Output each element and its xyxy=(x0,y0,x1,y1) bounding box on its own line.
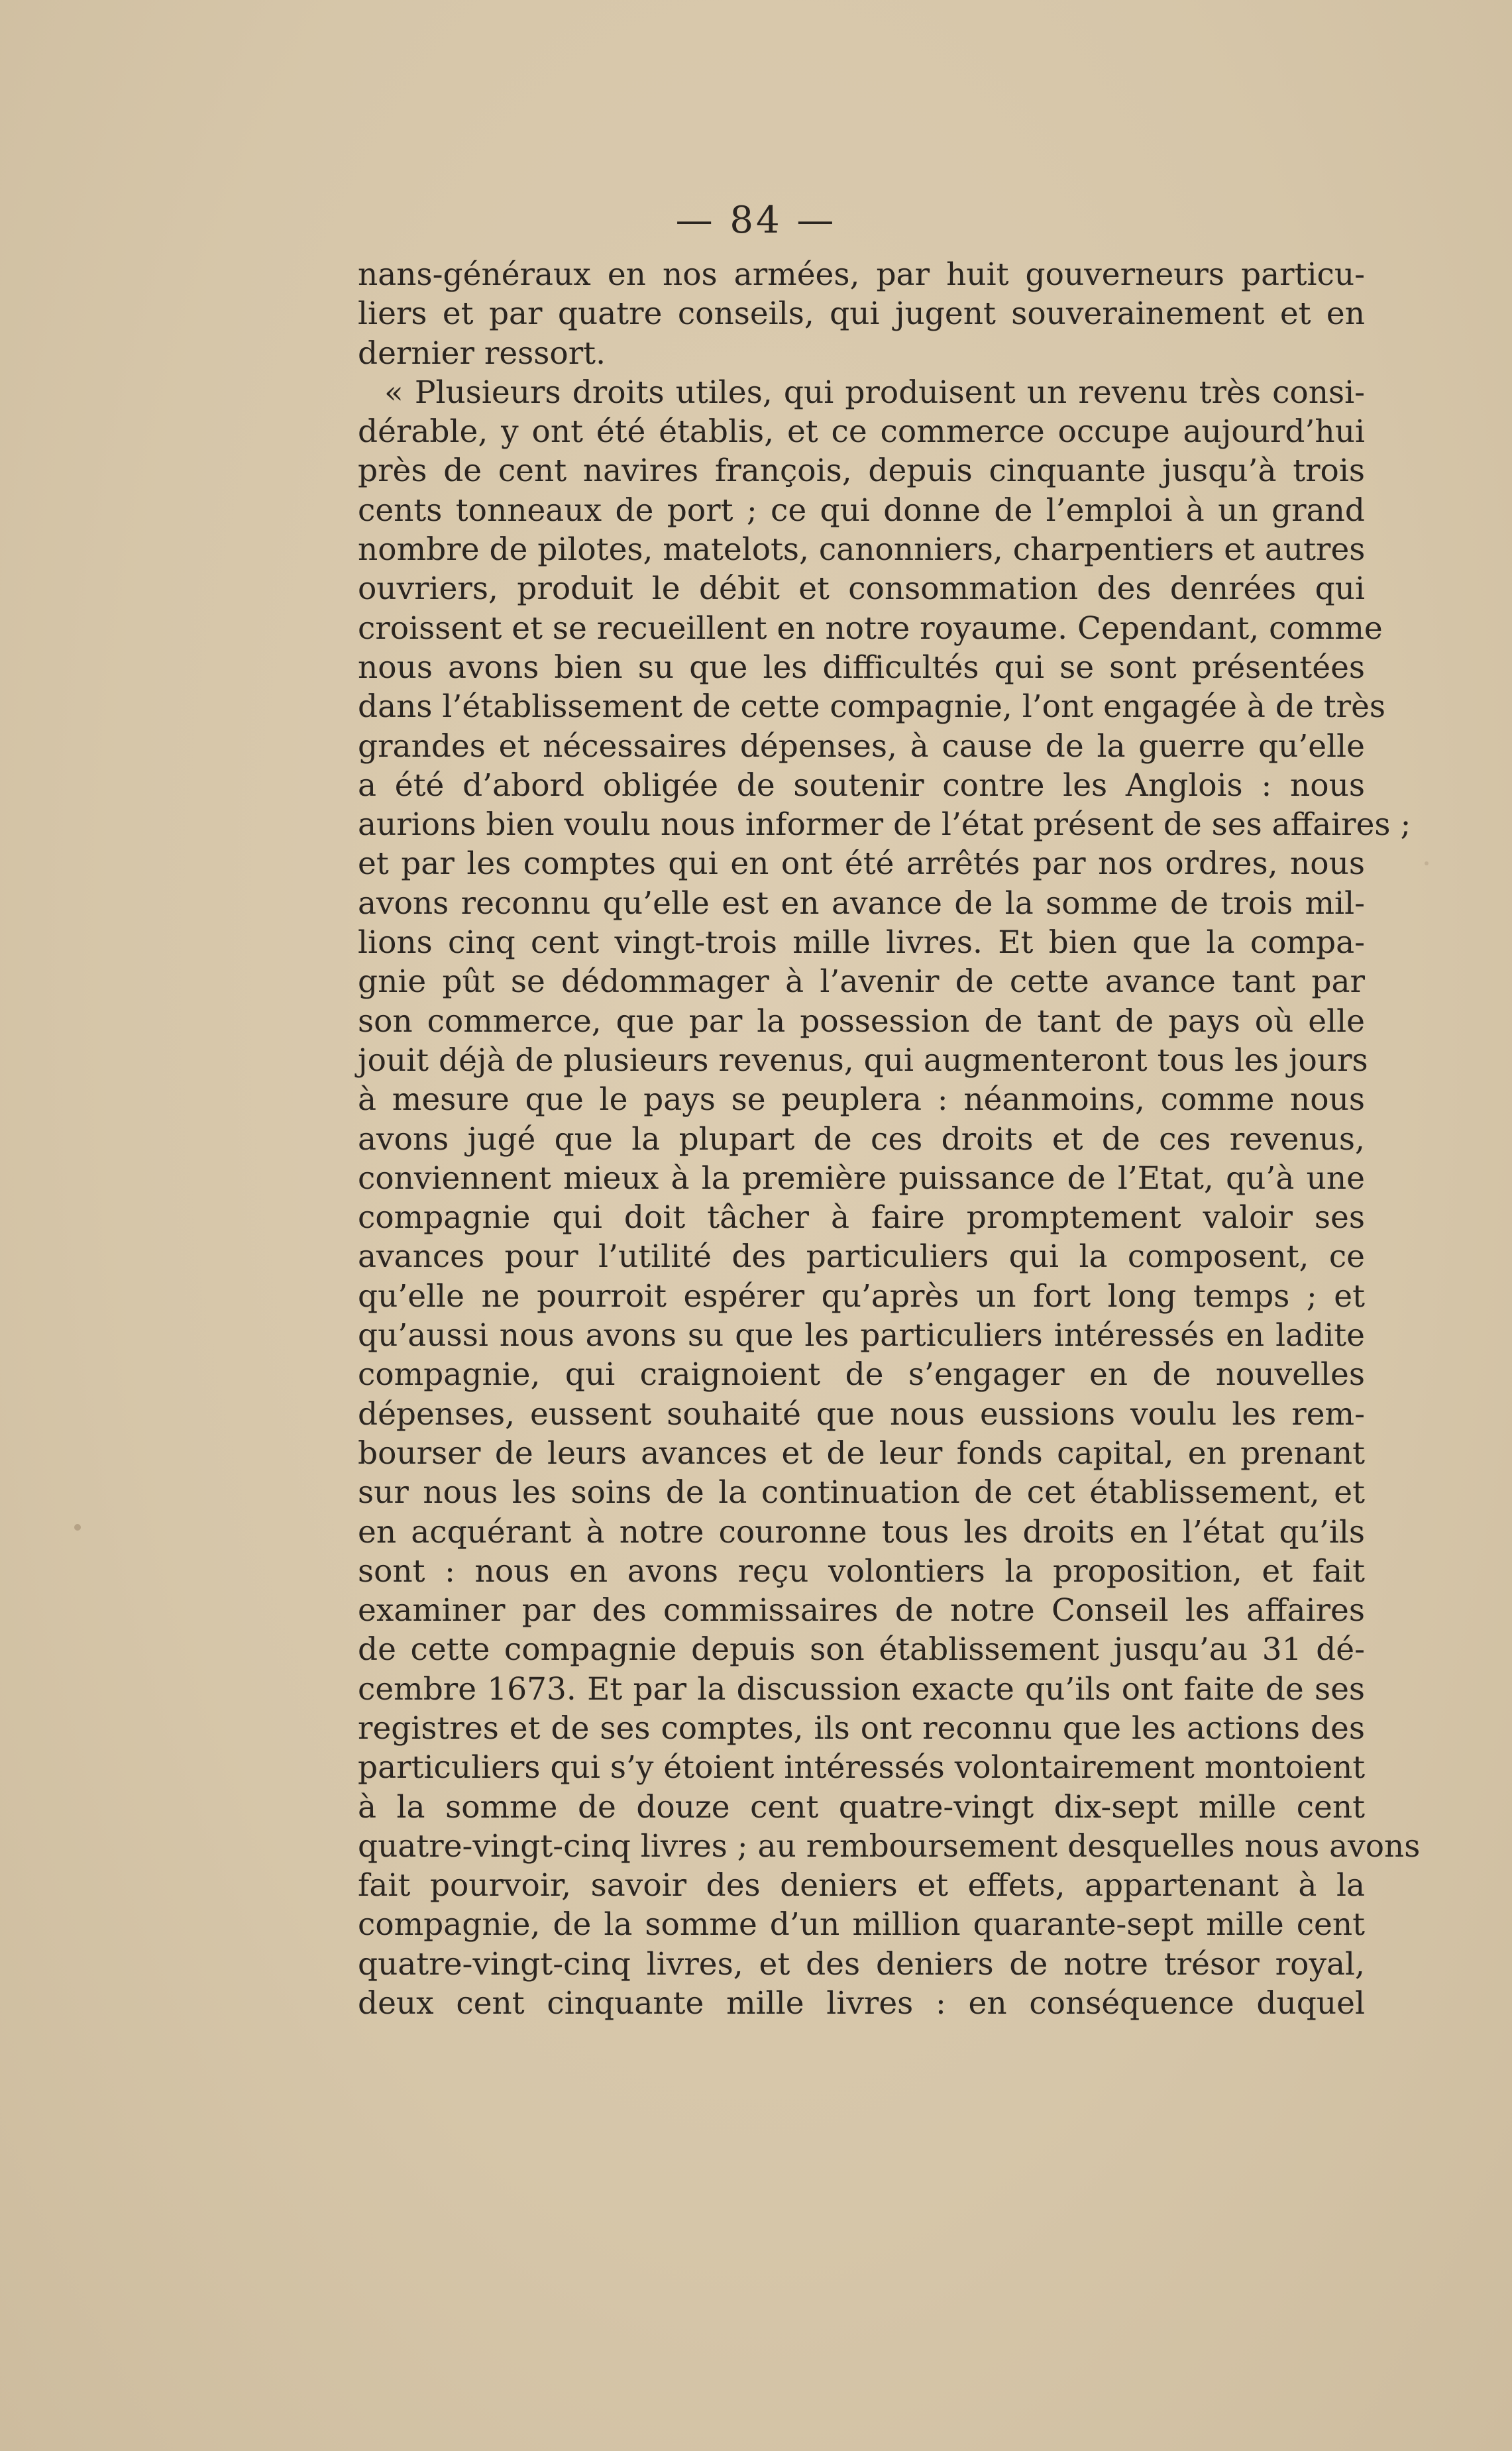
text-line: « Plusieurs droits utiles, qui produisent un revenu très consi- xyxy=(384,374,1365,411)
text-line: avons jugé que la plupart de ces droits et de ces revenus, xyxy=(358,1120,1365,1158)
text-line: conviennent mieux à la première puissance de l’Etat, qu’à une xyxy=(358,1160,1365,1197)
text-line: fait pourvoir, savoir des deniers et effets, appartenant à la xyxy=(358,1867,1365,1904)
text-line: cents tonneaux de port ; ce qui donne de l’emploi à un grand xyxy=(358,492,1365,529)
text-line: avons reconnu qu’elle est en avance de la somme de trois mil- xyxy=(358,885,1365,922)
text-line: ouvriers, produit le débit et consommation des denrées qui xyxy=(358,571,1365,608)
text-line: gnie pût se dédommager à l’avenir de cette avance tant par xyxy=(358,963,1365,1001)
text-line: sont : nous en avons reçu volontiers la proposition, et fait xyxy=(358,1552,1365,1590)
text-line: compagnie, qui craignoient de s’engager en de nouvelles xyxy=(358,1356,1365,1393)
text-line: croissent et se recueillent en notre royaume. Cependant, comme xyxy=(358,610,1383,647)
text-line: à mesure que le pays se peuplera : néanmoins, comme nous xyxy=(358,1081,1365,1118)
text-line: compagnie, de la somme d’un million quarante-sept mille cent xyxy=(358,1906,1365,1943)
text-line: compagnie qui doit tâcher à faire promptement valoir ses xyxy=(358,1199,1365,1236)
text-line: dernier ressort. xyxy=(358,335,606,372)
text-line: dans l’établissement de cette compagnie, l’ont engagée à de très xyxy=(358,688,1385,726)
body-text xyxy=(358,255,1421,2023)
text-line: liers et par quatre conseils, qui jugent souverainement et en xyxy=(358,296,1365,333)
text-line: nans-généraux en nos armées, par huit gouverneurs particu- xyxy=(358,256,1365,293)
text-line: cembre 1673. Et par la discussion exacte qu’ils ont faite de ses xyxy=(358,1670,1365,1708)
text-line: et par les comptes qui en ont été arrêtés par nos ordres, nous xyxy=(358,845,1365,883)
text-line: son commerce, que par la possession de tant de pays où elle xyxy=(358,1003,1365,1040)
text-line: a été d’abord obligée de soutenir contre les Anglois : nous xyxy=(358,767,1365,804)
text-line: registres et de ses comptes, ils ont reconnu que les actions des xyxy=(358,1710,1365,1747)
text-line: quatre-vingt-cinq livres ; au remboursement desquelles nous avons xyxy=(358,1827,1421,1865)
text-line: avances pour l’utilité des particuliers qui la composent, ce xyxy=(358,1238,1365,1276)
page-number: — 84 — xyxy=(675,199,837,242)
text-line: grandes et nécessaires dépenses, à cause de la guerre qu’elle xyxy=(358,728,1365,765)
text-line: nous avons bien su que les difficultés qui se sont présentées xyxy=(358,649,1365,686)
text-line: de cette compagnie depuis son établissement jusqu’au 31 dé- xyxy=(358,1631,1365,1668)
text-line: jouit déjà de plusieurs revenus, qui augmenteront tous les jours xyxy=(358,1042,1368,1079)
text-line: quatre-vingt-cinq livres, et des deniers de notre trésor royal, xyxy=(358,1945,1365,1983)
text-line: deux cent cinquante mille livres : en conséquence duquel xyxy=(358,1985,1365,2022)
text-line: dérable, y ont été établis, et ce commerce occupe aujourd’hui xyxy=(358,413,1365,451)
text-line: lions cinq cent vingt-trois mille livres. Et bien que la compa- xyxy=(358,924,1365,961)
paper-speck xyxy=(1425,861,1429,865)
text-line: près de cent navires françois, depuis cinquante jusqu’à trois xyxy=(358,453,1365,490)
text-line: aurions bien voulu nous informer de l’état présent de ses affaires ; xyxy=(358,806,1411,844)
text-line: en acquérant à notre couronne tous les droits en l’état qu’ils xyxy=(358,1513,1365,1551)
text-line: qu’elle ne pourroit espérer qu’après un fort long temps ; et xyxy=(358,1278,1365,1315)
text-line: nombre de pilotes, matelots, canonniers, charpentiers et autres xyxy=(358,531,1366,569)
text-line: qu’aussi nous avons su que les particuliers intéressés en ladite xyxy=(358,1317,1365,1354)
text-line: examiner par des commissaires de notre Conseil les affaires xyxy=(358,1592,1365,1629)
paper-speck xyxy=(74,1524,81,1531)
text-line: bourser de leurs avances et de leur fonds capital, en prenant xyxy=(358,1435,1365,1472)
text-line: sur nous les soins de la continuation de cet établissement, et xyxy=(358,1474,1365,1511)
text-line: dépenses, eussent souhaité que nous eussions voulu les rem- xyxy=(358,1395,1365,1433)
text-line: particuliers qui s’y étoient intéressés volontairement montoient xyxy=(358,1749,1366,1786)
text-line: à la somme de douze cent quatre-vingt dix-sept mille cent xyxy=(358,1788,1365,1825)
